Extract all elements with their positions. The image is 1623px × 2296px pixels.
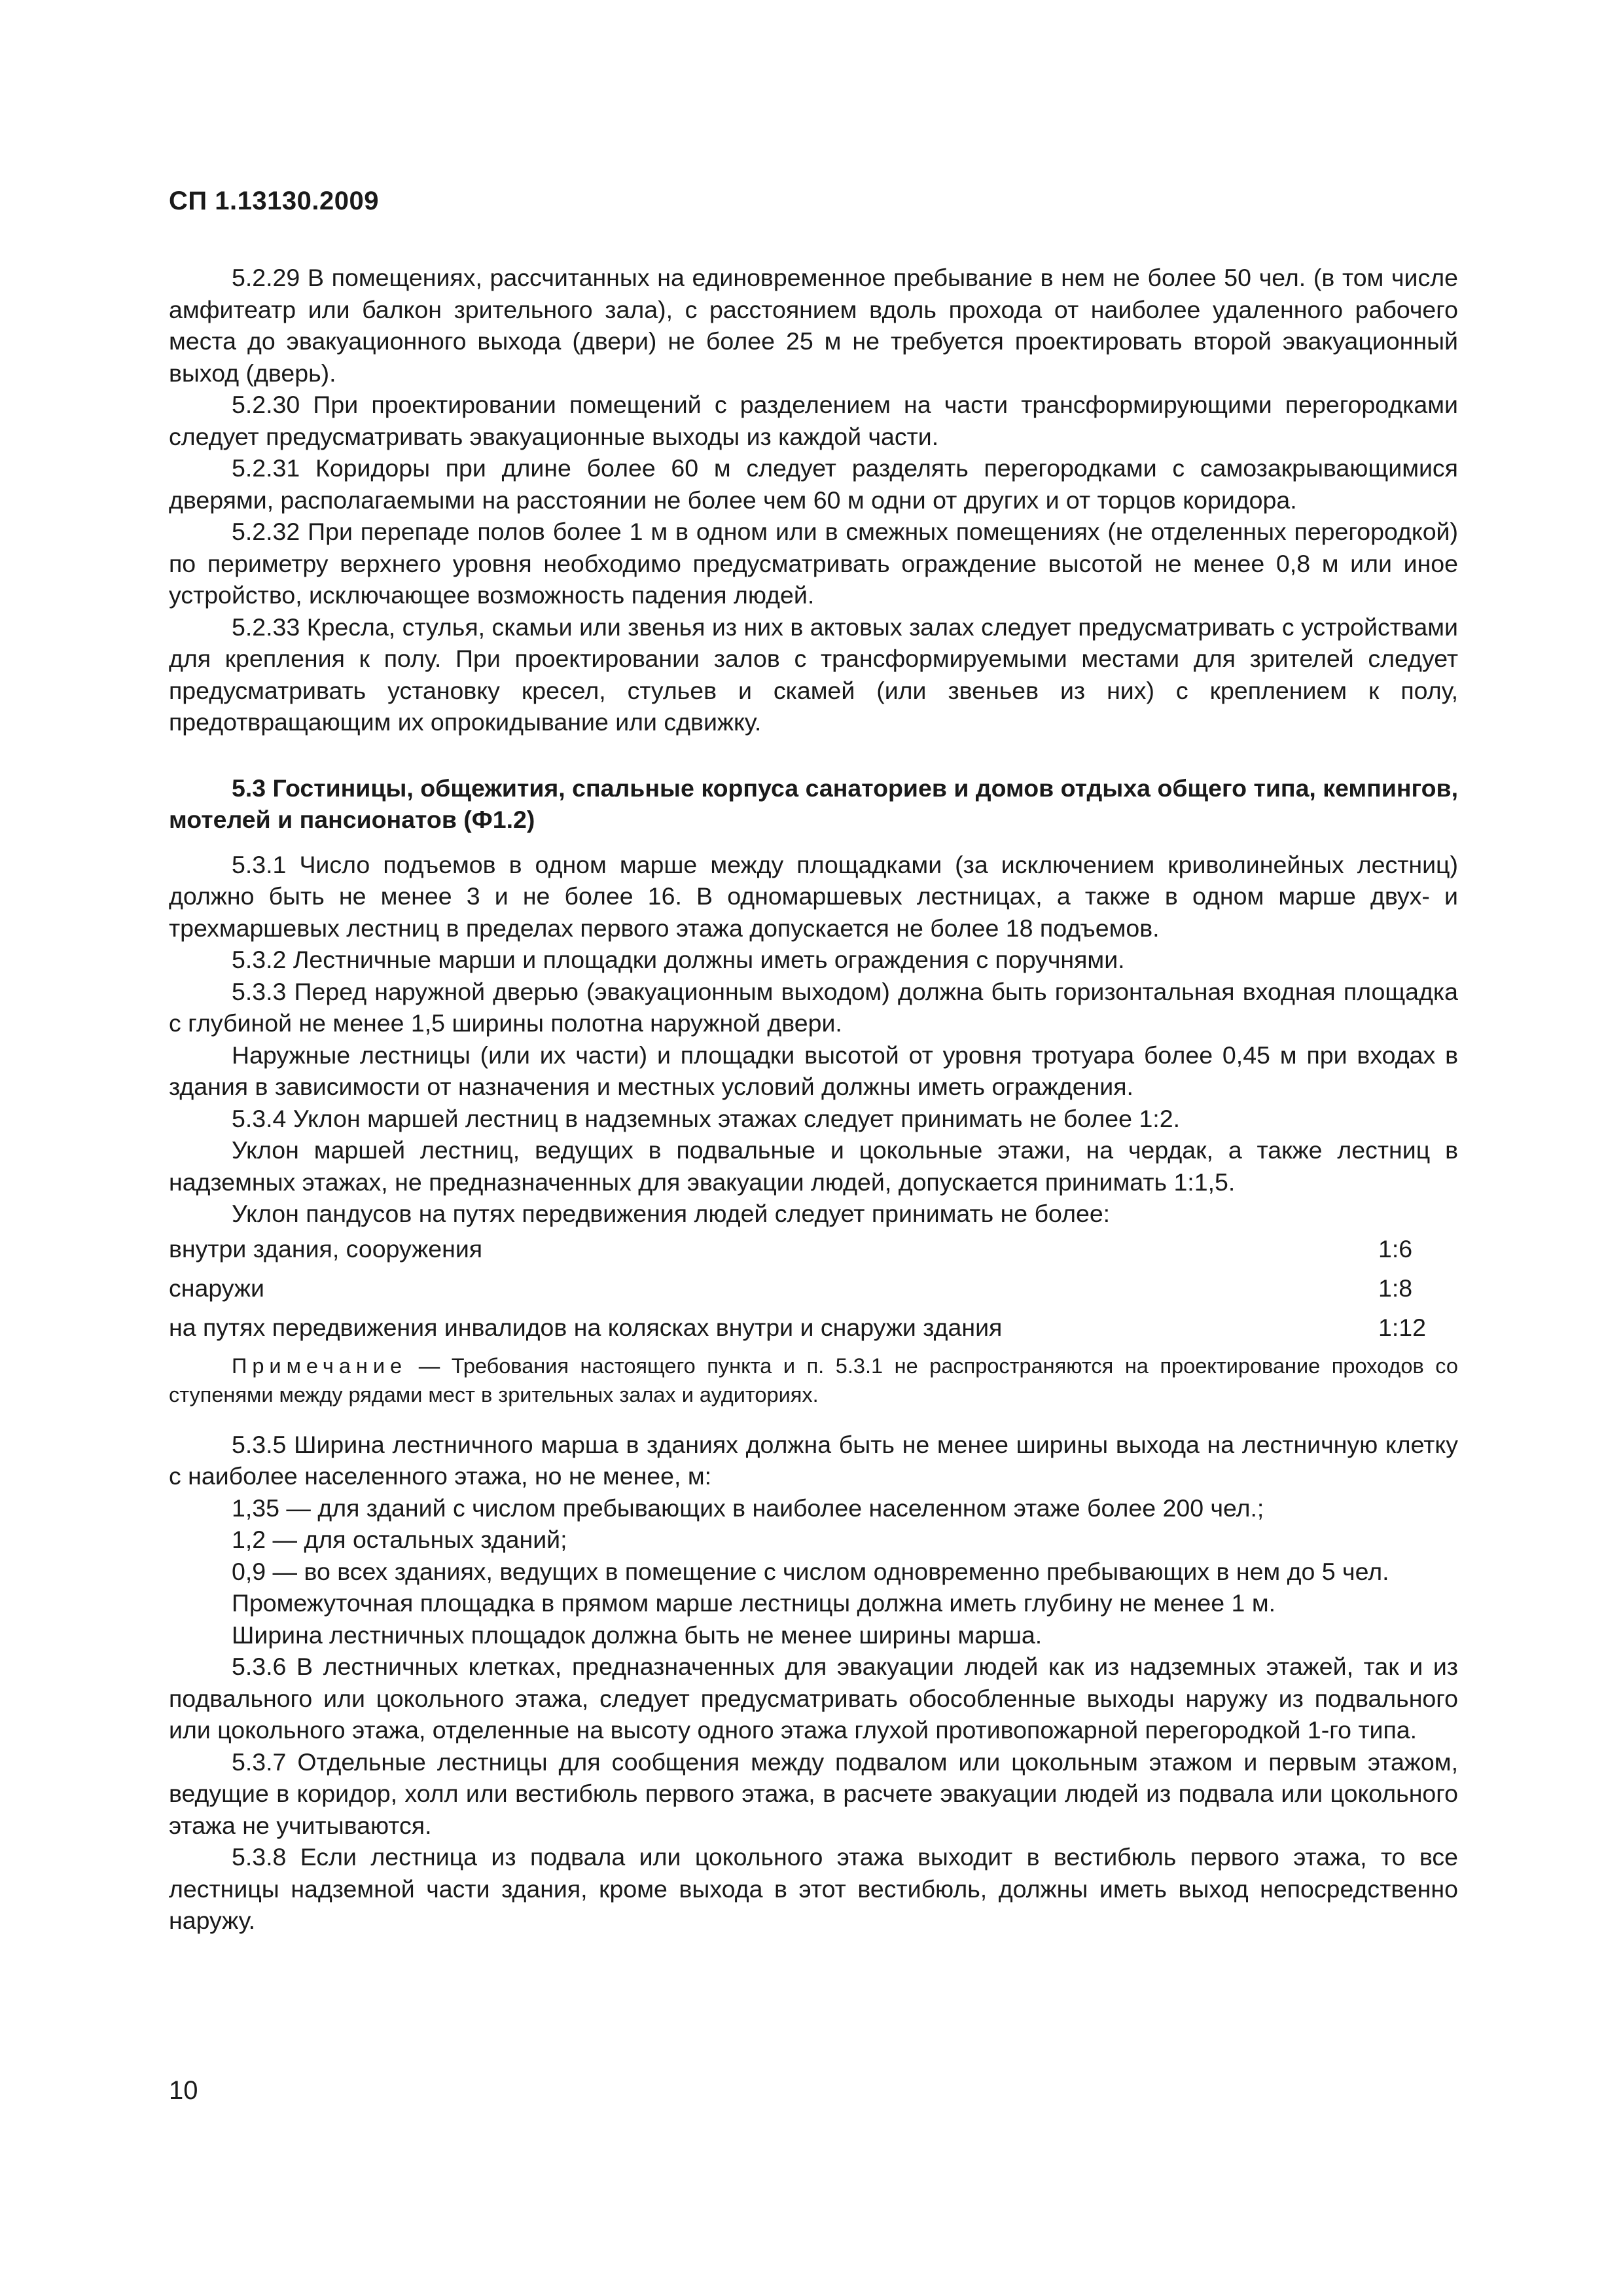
paragraph-5-2-29: 5.2.29 В помещениях, рассчитанных на единовременное пребывание в нем не более 50 чел. (в том числе амфитеатр или балкон зрительного зала), с расстоянием вдоль прохода от наиболее удаленного рабочего места до эвакуационного выхода (двери) не более 25 м не требуется проектировать второй эвакуационный выход (дверь).: [169, 264, 1458, 387]
note-label: Примечание: [232, 1354, 408, 1378]
ramp-slope-ratio: 1:8: [1378, 1274, 1413, 1302]
paragraph-5-3-2: 5.3.2 Лестничные марши и площадки должны иметь ограждения с поручнями.: [232, 946, 1125, 973]
paragraph-5-2-32: 5.2.32 При перепаде полов более 1 м в одном или в смежных помещениях (не отделенных перегородкой) по периметру верхнего уровня необходимо предусматривать ограждение высотой не менее 0,8 м или иное устройство, исключающее возможность падения людей.: [169, 518, 1458, 609]
paragraph-5-3-5-item: 1,35 — для зданий с числом пребывающих в наиболее населенном этаже более 200 чел.;: [232, 1494, 1264, 1522]
paragraph-5-3-6: 5.3.6 В лестничных клетках, предназначенных для эвакуации людей как из надземных этажей, так и из подвального или цокольного этажа, следует предусматривать обособленные выходы наружу из подвального или цокольного этажа, отделенные на высоту одного этажа глухой противопожарной перегородкой 1-го типа.: [169, 1653, 1458, 1744]
paragraph-5-2-30: 5.2.30 При проектировании помещений с разделением на части трансформирующими перегородками следует предусматривать эвакуационные выходы из каждой части.: [169, 391, 1458, 450]
paragraph-5-3-3-continued: Наружные лестницы (или их части) и площадки высотой от уровня тротуара более 0,45 м при входах в здания в зависимости от назначения и местных условий должны иметь ограждения.: [169, 1041, 1458, 1100]
paragraph-5-3-5-item: 1,2 — для остальных зданий;: [232, 1526, 567, 1553]
paragraph-5-3-4: 5.3.4 Уклон маршей лестниц в надземных этажах следует принимать не более 1:2.: [232, 1104, 1180, 1132]
ramp-slope-list: [169, 1230, 1458, 1348]
paragraph-5-3-4-ramps: Уклон пандусов на путях передвижения людей следует принимать не более:: [232, 1200, 1111, 1227]
ramp-slope-label: снаружи: [169, 1274, 264, 1302]
paragraph-5-3-1: 5.3.1 Число подъемов в одном марше между площадками (за исключением криволинейных лестниц) должно быть не менее 3 и не более 16. В одномаршевых лестницах, а также в одном марше двух- и трехмаршевых лестниц в пределах первого этажа допускается не более 18 подъемов.: [169, 850, 1458, 942]
ramp-slope-ratio: 1:6: [1378, 1235, 1413, 1263]
page-number: 10: [169, 2076, 198, 2105]
paragraph-5-3-7: 5.3.7 Отдельные лестницы для сообщения между подвалом или цокольным этажом и первым этажом, ведущие в коридор, холл или вестибюль первого этажа, в расчете эвакуации людей из подвала или цокольного этажа не учитываются.: [169, 1748, 1458, 1839]
page-content: [169, 262, 1458, 1937]
ramp-slope-ratio: 1:12: [1378, 1314, 1426, 1342]
note-text: — Требования настоящего пункта и п. 5.3.1 не распространяются на проектирование проходов со ступенями между рядами мест в зрительных залах и аудиториях.: [169, 1354, 1458, 1407]
ramp-slope-row: [169, 1230, 1458, 1269]
paragraph-5-2-33: 5.2.33 Кресла, стулья, скамьи или звенья из них в актовых залах следует предусматривать с устройствами для крепления к полу. При проектировании залов с трансформируемыми местами для зрителей следует предусматривать установку кресел, стульев и скамей (или звеньев из них) с креплением к полу, предотвращающим их опрокидывание или сдвижку.: [169, 613, 1458, 736]
paragraph-5-3-4-continued: Уклон маршей лестниц, ведущих в подвальные и цокольные этажи, на чердак, а также лестниц в надземных этажах, не предназначенных для эвакуации людей, допускается принимать 1:1,5.: [169, 1136, 1458, 1196]
paragraph-5-3-3: 5.3.3 Перед наружной дверью (эвакуационным выходом) должна быть горизонтальная входная площадка с глубиной не менее 1,5 ширины полотна наружной двери.: [169, 977, 1458, 1037]
paragraph-5-3-5: 5.3.5 Ширина лестничного марша в зданиях должна быть не менее ширины выхода на лестничную клетку с наиболее населенного этажа, но не менее, м:: [169, 1430, 1458, 1490]
section-heading-5-3: 5.3 Гостиницы, общежития, спальные корпуса санаториев и домов отдыха общего типа, кемпингов, мотелей и пансионатов (Ф1.2): [169, 774, 1458, 833]
paragraph-5-3-5-width: Ширина лестничных площадок должна быть не менее ширины марша.: [232, 1621, 1043, 1649]
ramp-slope-label: внутри здания, сооружения: [169, 1235, 483, 1263]
ramp-slope-label: на путях передвижения инвалидов на колясках внутри и снаружи здания: [169, 1314, 1003, 1342]
paragraph-5-3-5-item: 0,9 — во всех зданиях, ведущих в помещение с числом одновременно пребывающих в нем до 5 чел.: [232, 1557, 1389, 1585]
paragraph-5-3-8: 5.3.8 Если лестница из подвала или цокольного этажа выходит в вестибюль первого этажа, то все лестницы надземной части здания, кроме выхода в этот вестибюль, должны иметь выход непосредственно наружу.: [169, 1843, 1458, 1934]
paragraph-5-3-5-landing: Промежуточная площадка в прямом марше лестницы должна иметь глубину не менее 1 м.: [232, 1589, 1276, 1617]
note: [169, 1352, 1458, 1409]
paragraph-5-2-31: 5.2.31 Коридоры при длине более 60 м следует разделять перегородками с самозакрывающимися дверями, располагаемыми на расстоянии не более чем 60 м одни от других и от торцов коридора.: [169, 454, 1458, 514]
document-code: СП 1.13130.2009: [169, 187, 379, 215]
ramp-slope-row: [169, 1308, 1458, 1348]
ramp-slope-row: [169, 1269, 1458, 1308]
